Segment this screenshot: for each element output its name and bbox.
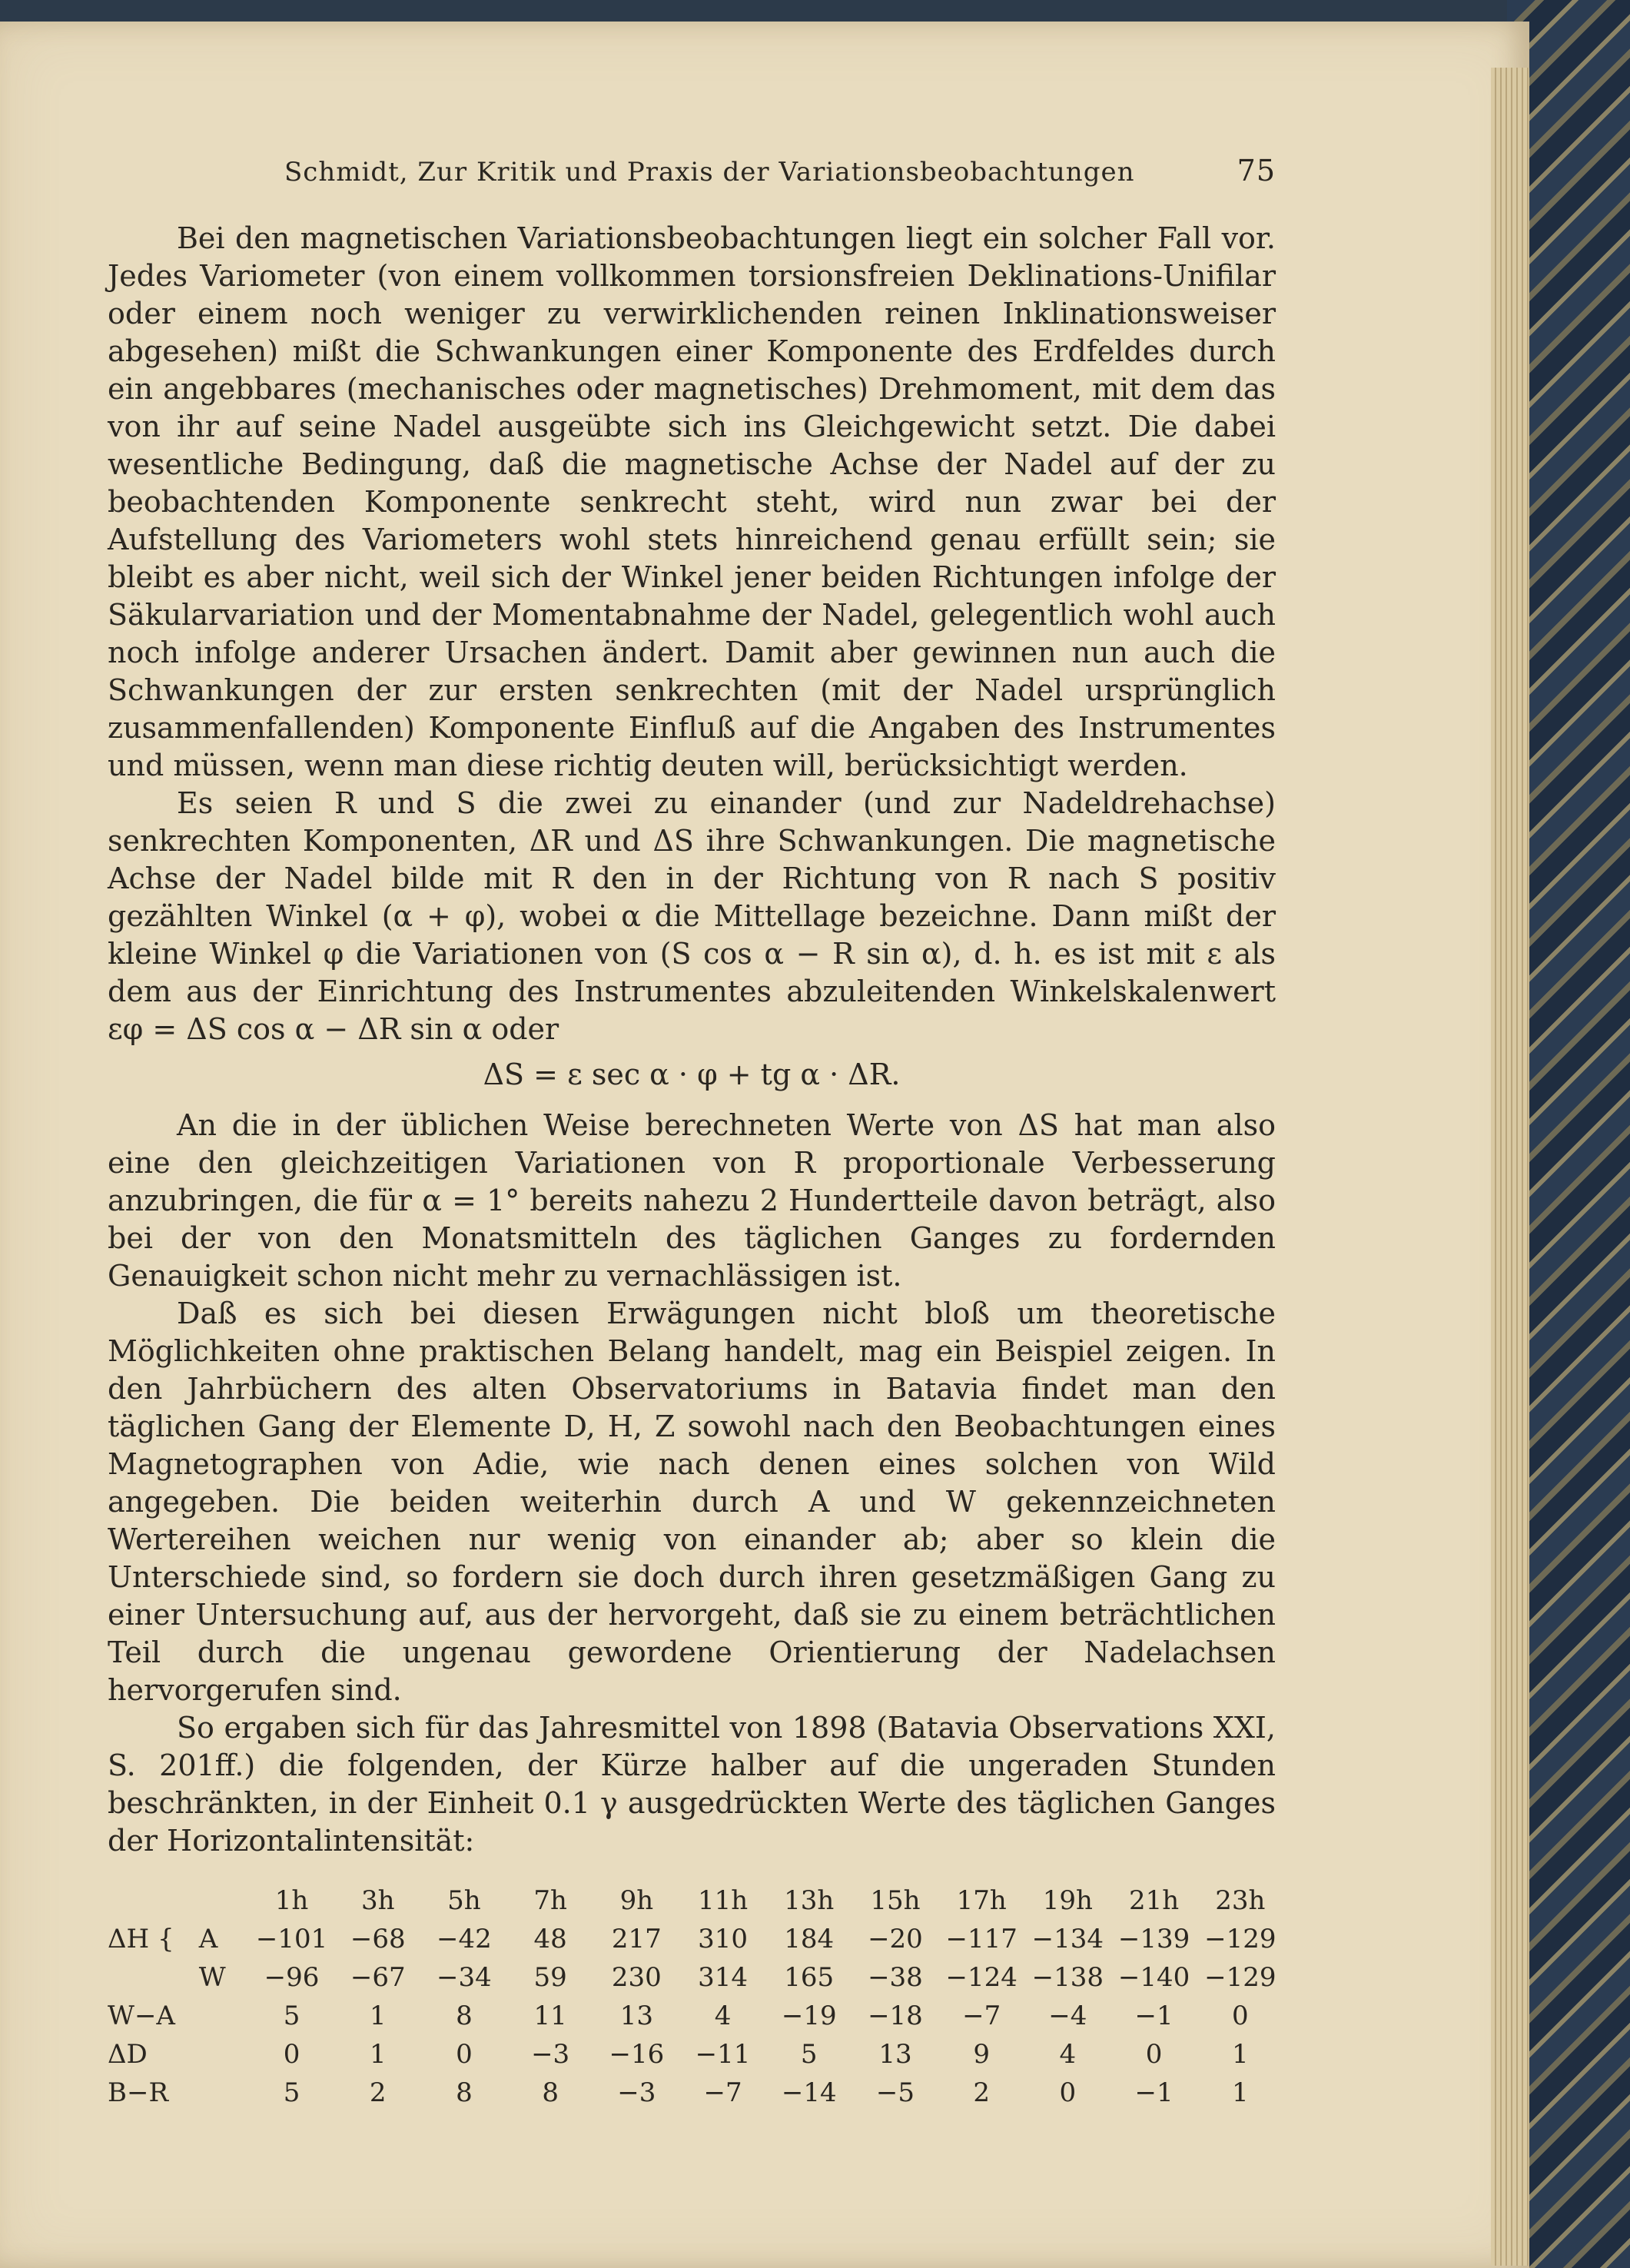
table-cell: 230 xyxy=(611,1962,662,1993)
table-body xyxy=(108,1920,1283,2112)
row-sublabel: W xyxy=(198,1962,226,1993)
hour-header: 1h xyxy=(274,1885,309,1916)
table-cell: −117 xyxy=(945,1924,1018,1954)
table-cell: 4 xyxy=(1059,2039,1077,2070)
hour-header: 7h xyxy=(533,1885,567,1916)
table-cell: −11 xyxy=(695,2039,751,2070)
running-title: Schmidt, Zur Kritik und Praxis der Variationsbeobachtungen xyxy=(284,157,1135,188)
table-cell: −140 xyxy=(1117,1962,1190,1993)
table-cell: −3 xyxy=(617,2077,656,2108)
table-cell: 165 xyxy=(784,1962,835,1993)
table-cell: −68 xyxy=(350,1924,406,1954)
row-sublabel xyxy=(199,1997,249,2035)
table-cell: −3 xyxy=(531,2039,570,2070)
table-cell: 5 xyxy=(283,2001,300,2031)
table-cell: −4 xyxy=(1048,2001,1087,2031)
table-cell: 1 xyxy=(369,2039,387,2070)
hour-header: 13h xyxy=(784,1885,835,1916)
table-cell: −7 xyxy=(703,2077,742,2108)
row-sublabel xyxy=(199,2035,249,2074)
table-cell: −139 xyxy=(1117,1924,1190,1954)
row-label xyxy=(108,1958,199,1997)
paragraph-3: An die in der üblichen Weise berechneten Werte von ΔS hat man also eine den gleichzeitigen Variationen von R proportionale Verbesserung anzubringen, die für α = 1° bereits nahezu 2 Hundertteile davon beträgt, also bei der von den Monatsmitteln des täglichen Ganges zu fordernden Genauigkeit schon nicht mehr zu vernachlässigen ist. xyxy=(108,1108,1276,1293)
table-cell: −129 xyxy=(1204,1924,1276,1954)
table-cell: −1 xyxy=(1134,2001,1174,2031)
table-cell: 217 xyxy=(611,1924,662,1954)
table-cell: 13 xyxy=(619,2001,653,2031)
table-cell: −34 xyxy=(437,1962,492,1993)
table-cell: 48 xyxy=(533,1924,567,1954)
header-blank-sub xyxy=(199,1881,249,1920)
row-sublabel xyxy=(199,2074,249,2112)
table-cell: 59 xyxy=(533,1962,567,1993)
table-cell: −67 xyxy=(350,1962,406,1993)
row-label: ΔH { xyxy=(108,1924,174,1954)
page-edges xyxy=(1491,68,1529,2266)
row-sublabel: A xyxy=(198,1924,218,1954)
paragraph-1: Bei den magnetischen Variationsbeobachtungen liegt ein solcher Fall vor. Jedes Variometer (von einem vollkommen torsionsfreien Deklinations-Unifilar oder einem noch weniger zu verwirklichenden reinen Inklinationsweiser abgesehen) mißt die Schwankungen einer Komponente des Erdfeldes durch ein angebbares (mechanisches oder magnetisches) Drehmoment, mit dem das von ihr auf seine Nadel ausgeübte sich ins Gleichgewicht setzt. Die dabei wesentliche Bedingung, daß die magnetische Achse der Nadel auf der zu beobachtenden Komponente senkrecht steht, wird nun zwar bei der Aufstellung des Variometers wohl stets hinreichend genau erfüllt sein; sie bleibt es aber nicht, weil sich der Winkel jener beiden Richtungen infolge der Säkularvariation und der Momentabnahme der Nadel, gelegentlich wohl auch noch infolge anderer Ursachen ändert. Damit aber gewinnen nun auch die Schwankungen der zur ersten senkrechten (mit der Nadel ursprünglich zusammenfallenden) Komponente Einfluß auf die Angaben des Instrumentes und müssen, wenn man diese richtig deuten will, berücksichtigt werden. xyxy=(108,221,1276,782)
table-cell: 0 xyxy=(1059,2077,1077,2108)
table-cell: −101 xyxy=(255,1924,328,1954)
table-cell: 0 xyxy=(456,2039,473,2070)
hour-header: 19h xyxy=(1042,1885,1093,1916)
table-row xyxy=(108,1997,1283,2035)
paragraph-2: Es seien R und S die zwei zu einander (und zur Nadeldrehachse) senkrechten Komponenten, ΔR und ΔS ihre Schwankungen. Die magnetische Achse der Nadel bilde mit R den in der Richtung von R nach S positiv gezählten Winkel (α + φ), wobei α die Mittellage bezeichne. Dann mißt der kleine Winkel φ die Variationen von (S cos α − R sin α), d. h. es ist mit ε als dem aus der Einrichtung des Instrumentes abzuleitenden Winkelskalenwert εφ = ΔS cos α − ΔR sin α oder xyxy=(108,786,1276,1046)
table-cell: −38 xyxy=(868,1962,923,1993)
hour-header: 17h xyxy=(956,1885,1007,1916)
page-number: 75 xyxy=(1237,154,1276,188)
table-cell: −18 xyxy=(868,2001,923,2031)
page-content xyxy=(108,154,1276,2112)
hour-header: 9h xyxy=(619,1885,654,1916)
table-cell: 11 xyxy=(533,2001,567,2031)
table-cell: 184 xyxy=(784,1924,835,1954)
table-cell: 13 xyxy=(878,2039,912,2070)
table-cell: 9 xyxy=(973,2039,990,2070)
table-cell: 0 xyxy=(283,2039,300,2070)
table-cell: 8 xyxy=(456,2077,473,2108)
table-cell: −129 xyxy=(1204,1962,1276,1993)
table-cell: −16 xyxy=(609,2039,665,2070)
table-header-row xyxy=(108,1881,1283,1920)
table-cell: −124 xyxy=(945,1962,1018,1993)
table-cell: 1 xyxy=(369,2001,387,2031)
table-cell: 8 xyxy=(456,2001,473,2031)
table-cell: −19 xyxy=(781,2001,837,2031)
table-cell: 314 xyxy=(698,1962,748,1993)
table-row xyxy=(108,1920,1283,1958)
header-blank xyxy=(108,1881,199,1920)
hour-header: 11h xyxy=(697,1885,749,1916)
table-cell: 5 xyxy=(800,2039,818,2070)
row-label: W−A xyxy=(108,2001,175,2031)
table-cell: 0 xyxy=(1232,2001,1249,2031)
formula: ΔS = ε sec α · φ + tg α · ΔR. xyxy=(483,1058,901,1091)
hour-header: 21h xyxy=(1128,1885,1180,1916)
data-table xyxy=(108,1881,1283,2112)
table-row xyxy=(108,1958,1283,1997)
table-cell: −20 xyxy=(868,1924,923,1954)
hour-header: 15h xyxy=(870,1885,921,1916)
table-cell: −7 xyxy=(962,2001,1001,2031)
table-cell: 0 xyxy=(1145,2039,1163,2070)
table-cell: −42 xyxy=(437,1924,492,1954)
row-label: ΔD xyxy=(108,2039,148,2070)
table-cell: 4 xyxy=(714,2001,732,2031)
table-cell: 310 xyxy=(698,1924,748,1954)
row-label: B−R xyxy=(108,2077,169,2108)
table-row xyxy=(108,2074,1283,2112)
hour-header: 23h xyxy=(1215,1885,1266,1916)
table-cell: −134 xyxy=(1031,1924,1104,1954)
table-cell: 2 xyxy=(973,2077,990,2108)
hour-header: 5h xyxy=(447,1885,481,1916)
table-cell: −1 xyxy=(1134,2077,1174,2108)
table-cell: 1 xyxy=(1232,2039,1249,2070)
table-cell: −5 xyxy=(875,2077,915,2108)
running-header xyxy=(108,154,1276,188)
table-cell: 1 xyxy=(1232,2077,1249,2108)
hour-header: 3h xyxy=(360,1885,395,1916)
table-cell: −138 xyxy=(1031,1962,1104,1993)
table-cell: 5 xyxy=(283,2077,300,2108)
table-cell: 2 xyxy=(369,2077,387,2108)
paragraph-5: So ergaben sich für das Jahresmittel von 1898 (Batavia Observations XXI, S. 201ff.) die folgenden, der Kürze halber auf die ungeraden Stunden beschränkten, in der Einheit 0.1 γ ausgedrückten Werte des täglichen Ganges der Horizontalintensität: xyxy=(108,1711,1276,1858)
table-cell: −96 xyxy=(264,1962,320,1993)
table-row xyxy=(108,2035,1283,2074)
table-cell: 8 xyxy=(542,2077,559,2108)
table-cell: −14 xyxy=(781,2077,837,2108)
paragraph-4: Daß es sich bei diesen Erwägungen nicht bloß um theoretische Möglichkeiten ohne praktischen Belang handelt, mag ein Beispiel zeigen. In den Jahrbüchern des alten Observatoriums in Batavia findet man den täglichen Gang der Elemente D, H, Z sowohl nach den Beobachtungen eines Magnetographen von Adie, wie nach denen eines solchen von Wild angegeben. Die beiden weiterhin durch A und W gekennzeichneten Wertereihen weichen nur wenig von einander ab; aber so klein die Unterschiede sind, so fordern sie doch durch ihren gesetzmäßigen Gang zu einer Untersuchung auf, aus der hervorgeht, daß sie zu einem beträchtlichen Teil durch die ungenau gewordene Orientierung der Nadelachsen hervorgerufen sind. xyxy=(108,1297,1276,1707)
